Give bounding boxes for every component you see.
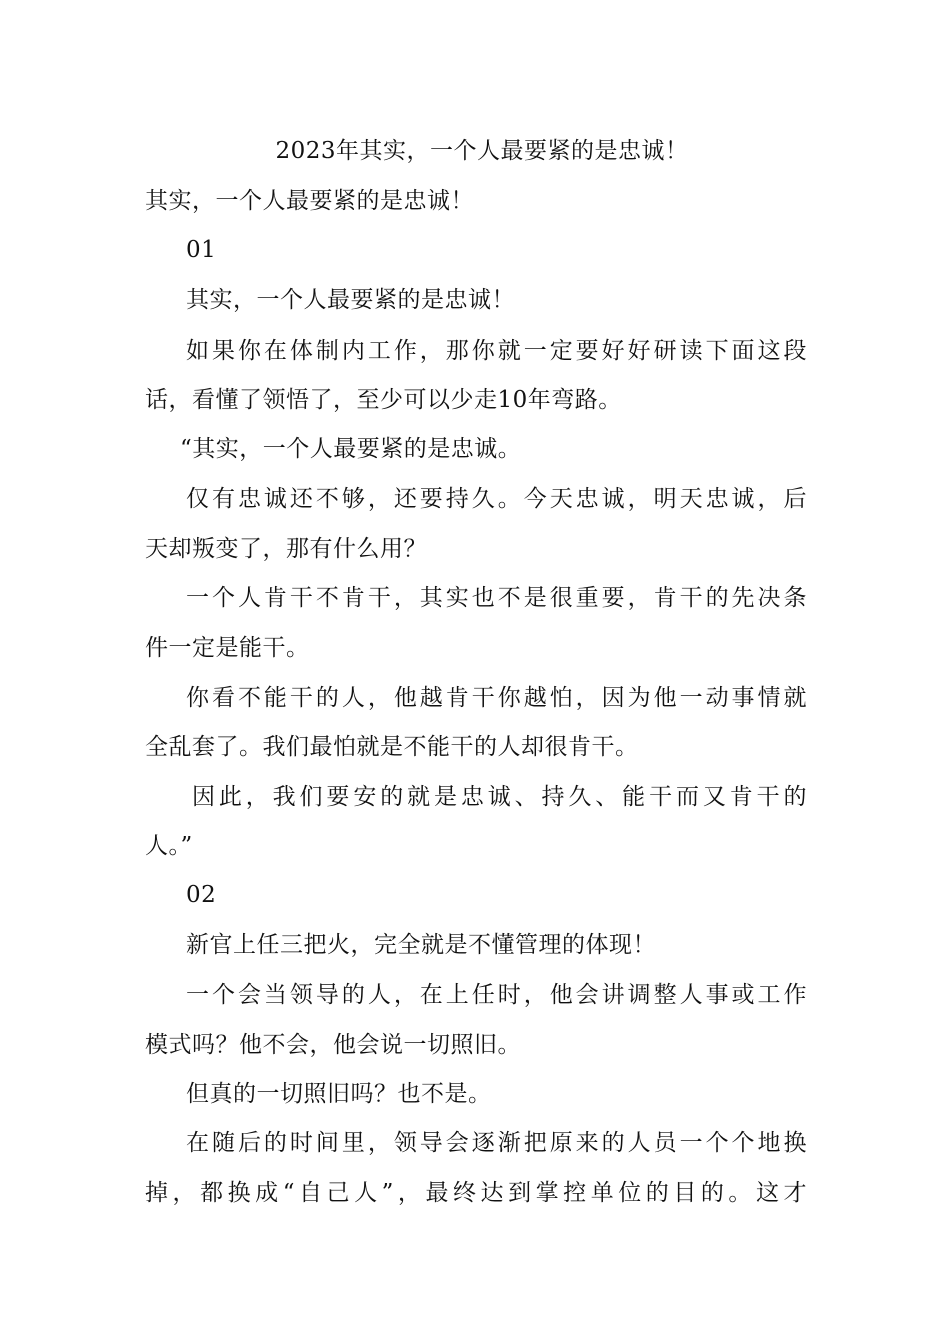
paragraph-line: 天却叛变了，那有什么用？	[145, 536, 427, 562]
paragraph-line: 全乱套了。我们最怕就是不能干的人却很肯干。	[145, 734, 639, 760]
paragraph-line: 新官上任三把火，完全就是不懂管理的体现！	[186, 932, 656, 958]
document-title: 2023年其实，一个人最要紧的是忠诚！	[275, 138, 689, 164]
paragraph-line: 话，看懂了领悟了，至少可以少走10年弯路。	[145, 387, 622, 413]
subtitle-line: 其实，一个人最要紧的是忠诚！	[145, 188, 474, 214]
paragraph-line: 但真的一切照旧吗？也不是。	[186, 1081, 492, 1107]
paragraph-line: 在随后的时间里，领导会逐渐把原来的人员一个个地换	[186, 1130, 807, 1156]
paragraph-line: 模式吗？他不会，他会说一切照旧。	[145, 1032, 521, 1058]
paragraph-line: 如果你在体制内工作，那你就一定要好好研读下面这段	[186, 338, 807, 364]
paragraph-line: 一个会当领导的人，在上任时，他会讲调整人事或工作	[186, 982, 807, 1008]
paragraph-line: 其实，一个人最要紧的是忠诚！	[186, 287, 515, 313]
paragraph-line: 掉，都换成“自己人”，最终达到掌控单位的目的。这才	[145, 1180, 807, 1206]
section-number-01: 01	[186, 237, 217, 263]
paragraph-line: 人。”	[145, 833, 193, 859]
paragraph-line: 件一定是能干。	[145, 635, 310, 661]
paragraph-line: 因此，我们要安的就是忠诚、持久、能干而又肯干的	[192, 784, 807, 810]
paragraph-line: 一个人肯干不肯干，其实也不是很重要，肯干的先决条	[186, 585, 807, 611]
section-number-02: 02	[186, 882, 217, 908]
paragraph-line: 仅有忠诚还不够，还要持久。今天忠诚，明天忠诚，后	[186, 486, 807, 512]
paragraph-line: “其实，一个人最要紧的是忠诚。	[180, 436, 522, 462]
paragraph-line: 你看不能干的人，他越肯干你越怕，因为他一动事情就	[186, 685, 807, 711]
